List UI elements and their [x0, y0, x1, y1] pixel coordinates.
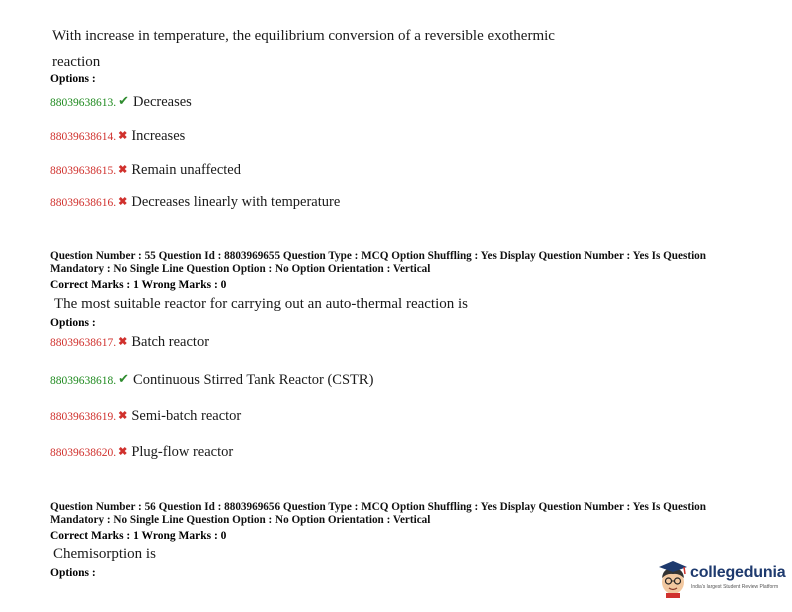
option-row [50, 407, 241, 425]
question-54-options-label: Options : [50, 73, 96, 85]
option-row [50, 161, 241, 179]
option-row [50, 371, 373, 389]
check-icon: ✔ [118, 93, 130, 108]
option-id: 88039638613. [50, 97, 117, 109]
option-id: 88039638616. [50, 197, 117, 209]
question-54-text-line2: reaction [52, 54, 101, 70]
cross-icon: ✖ [118, 446, 128, 458]
option-text: Semi-batch reactor [131, 408, 242, 424]
question-55-meta-line2: Mandatory : No Single Line Question Option : No Option Orientation : Vertical [50, 263, 431, 275]
cross-icon: ✖ [118, 130, 128, 142]
option-row [50, 193, 340, 211]
option-row [50, 443, 233, 461]
question-56-meta-line1: Question Number : 56 Question Id : 8803969656 Question Type : MCQ Option Shuffling : Yes Display Question Number : Yes Is Question [50, 501, 706, 513]
option-id: 88039638620. [50, 447, 117, 459]
cross-icon: ✖ [118, 336, 128, 348]
option-row [50, 93, 192, 111]
cross-icon: ✖ [118, 196, 128, 208]
logo-tagline: India's largest Student Review Platform [691, 584, 779, 590]
option-row [50, 333, 209, 351]
option-id: 88039638615. [50, 165, 117, 177]
cross-icon: ✖ [118, 410, 128, 422]
question-55-options-label: Options : [50, 317, 96, 329]
option-text: Batch reactor [131, 334, 210, 350]
option-row [50, 127, 185, 145]
question-55-meta-line1: Question Number : 55 Question Id : 8803969655 Question Type : MCQ Option Shuffling : Yes Display Question Number : Yes Is Question [50, 250, 706, 262]
option-id: 88039638619. [50, 411, 117, 423]
check-icon: ✔ [118, 371, 130, 386]
option-text: Decreases [133, 94, 192, 110]
cross-icon: ✖ [118, 164, 128, 176]
option-text: Continuous Stirred Tank Reactor (CSTR) [133, 372, 374, 388]
option-text: Increases [131, 128, 186, 144]
question-56-text: Chemisorption is [53, 546, 156, 562]
collegedunia-logo [657, 558, 787, 600]
option-text: Plug-flow reactor [131, 444, 234, 460]
option-id: 88039638617. [50, 337, 117, 349]
question-54-text-line1: With increase in temperature, the equilibrium conversion of a reversible exothermic [52, 28, 555, 44]
question-56-meta [50, 501, 750, 527]
question-56-options-label: Options : [50, 567, 96, 579]
question-55-meta [50, 250, 750, 276]
student-mascot-icon [657, 558, 689, 598]
option-text: Remain unaffected [131, 162, 241, 178]
option-id: 88039638614. [50, 131, 117, 143]
question-55-text: The most suitable reactor for carrying out an auto-thermal reaction is [54, 296, 469, 312]
question-56-meta-line2: Mandatory : No Single Line Question Option : No Option Orientation : Vertical [50, 514, 431, 526]
option-id: 88039638618. [50, 375, 117, 387]
logo-wordmark: collegedunia [690, 564, 786, 581]
question-56-marks: Correct Marks : 1 Wrong Marks : 0 [50, 530, 227, 542]
question-55-marks: Correct Marks : 1 Wrong Marks : 0 [50, 279, 227, 291]
option-text: Decreases linearly with temperature [131, 194, 341, 210]
